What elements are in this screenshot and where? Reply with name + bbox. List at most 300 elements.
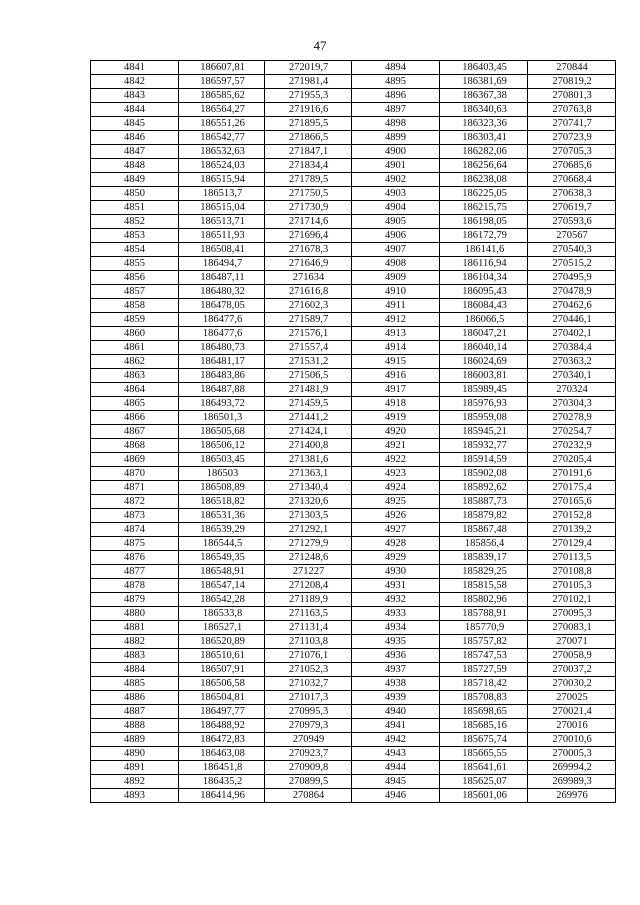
y-coordinate-left: 271227 [265,565,352,579]
point-number-left: 4885 [91,677,179,691]
x-coordinate-left: 186515,04 [179,201,265,215]
x-coordinate-left: 186493,72 [179,397,265,411]
x-coordinate-left: 186527,1 [179,621,265,635]
table-row [91,649,616,663]
x-coordinate-left: 186480,32 [179,285,265,299]
point-number-left: 4876 [91,551,179,565]
table-row [91,299,616,313]
x-coordinate-left: 186414,96 [179,789,265,803]
point-number-left: 4882 [91,635,179,649]
point-number-right: 4923 [352,467,440,481]
x-coordinate-right: 186116,94 [440,257,528,271]
point-number-left: 4847 [91,145,179,159]
table-row [91,565,616,579]
x-coordinate-right: 185815,58 [440,579,528,593]
point-number-right: 4944 [352,761,440,775]
y-coordinate-left: 271847,1 [265,145,352,159]
point-number-right: 4922 [352,453,440,467]
point-number-left: 4887 [91,705,179,719]
table-row [91,257,616,271]
x-coordinate-left: 186503 [179,467,265,481]
point-number-right: 4942 [352,733,440,747]
x-coordinate-right: 186323,36 [440,117,528,131]
table-row [91,635,616,649]
point-number-right: 4911 [352,299,440,313]
point-number-left: 4884 [91,663,179,677]
y-coordinate-left: 271248,6 [265,551,352,565]
y-coordinate-left: 271789,5 [265,173,352,187]
y-coordinate-left: 270864 [265,789,352,803]
table-row [91,383,616,397]
point-number-left: 4850 [91,187,179,201]
point-number-right: 4936 [352,649,440,663]
point-number-right: 4931 [352,579,440,593]
x-coordinate-left: 186497,77 [179,705,265,719]
x-coordinate-right: 186003,81 [440,369,528,383]
point-number-right: 4898 [352,117,440,131]
x-coordinate-right: 185747,53 [440,649,528,663]
y-coordinate-right: 270021,4 [528,705,616,719]
y-coordinate-right: 270593,6 [528,215,616,229]
y-coordinate-left: 271208,4 [265,579,352,593]
point-number-left: 4883 [91,649,179,663]
point-number-left: 4862 [91,355,179,369]
point-number-left: 4877 [91,565,179,579]
point-number-left: 4875 [91,537,179,551]
x-coordinate-left: 186451,8 [179,761,265,775]
y-coordinate-left: 271866,5 [265,131,352,145]
y-coordinate-right: 270705,3 [528,145,616,159]
y-coordinate-left: 271678,3 [265,243,352,257]
x-coordinate-left: 186506,58 [179,677,265,691]
point-number-right: 4918 [352,397,440,411]
x-coordinate-right: 186215,75 [440,201,528,215]
y-coordinate-left: 271340,4 [265,481,352,495]
y-coordinate-left: 271557,4 [265,341,352,355]
x-coordinate-right: 186047,21 [440,327,528,341]
y-coordinate-right: 270801,3 [528,89,616,103]
y-coordinate-left: 271981,4 [265,75,352,89]
x-coordinate-right: 185601,06 [440,789,528,803]
y-coordinate-right: 270340,1 [528,369,616,383]
x-coordinate-left: 186506,12 [179,439,265,453]
point-number-right: 4897 [352,103,440,117]
point-number-right: 4910 [352,285,440,299]
y-coordinate-right: 270010,6 [528,733,616,747]
y-coordinate-right: 270446,1 [528,313,616,327]
x-coordinate-left: 186597,57 [179,75,265,89]
y-coordinate-right: 270540,3 [528,243,616,257]
point-number-left: 4869 [91,453,179,467]
point-number-right: 4894 [352,61,440,75]
y-coordinate-left: 271696,4 [265,229,352,243]
x-coordinate-right: 186141,6 [440,243,528,257]
y-coordinate-left: 271381,6 [265,453,352,467]
point-number-right: 4945 [352,775,440,789]
coordinates-table-body [91,61,616,803]
y-coordinate-right: 270016 [528,719,616,733]
point-number-left: 4867 [91,425,179,439]
y-coordinate-right: 270139,2 [528,523,616,537]
x-coordinate-left: 186508,89 [179,481,265,495]
x-coordinate-right: 185945,21 [440,425,528,439]
x-coordinate-right: 186381,69 [440,75,528,89]
table-row [91,103,616,117]
point-number-right: 4904 [352,201,440,215]
point-number-right: 4916 [352,369,440,383]
point-number-left: 4861 [91,341,179,355]
x-coordinate-left: 186532,63 [179,145,265,159]
point-number-left: 4866 [91,411,179,425]
x-coordinate-left: 186524,03 [179,159,265,173]
x-coordinate-right: 185867,48 [440,523,528,537]
x-coordinate-right: 186095,43 [440,285,528,299]
x-coordinate-right: 185665,55 [440,747,528,761]
x-coordinate-left: 186513,71 [179,215,265,229]
x-coordinate-left: 186494,7 [179,257,265,271]
table-row [91,453,616,467]
x-coordinate-right: 185788,91 [440,607,528,621]
y-coordinate-left: 271363,1 [265,467,352,481]
x-coordinate-left: 186487,88 [179,383,265,397]
point-number-right: 4913 [352,327,440,341]
x-coordinate-right: 185879,82 [440,509,528,523]
x-coordinate-left: 186585,62 [179,89,265,103]
y-coordinate-left: 271441,2 [265,411,352,425]
x-coordinate-right: 185932,77 [440,439,528,453]
x-coordinate-left: 186483,86 [179,369,265,383]
table-row [91,523,616,537]
x-coordinate-left: 186539,29 [179,523,265,537]
point-number-left: 4890 [91,747,179,761]
table-row [91,159,616,173]
point-number-left: 4853 [91,229,179,243]
table-row [91,537,616,551]
x-coordinate-right: 185902,08 [440,467,528,481]
point-number-left: 4854 [91,243,179,257]
x-coordinate-left: 186531,36 [179,509,265,523]
table-row [91,173,616,187]
x-coordinate-left: 186542,28 [179,593,265,607]
x-coordinate-right: 185770,9 [440,621,528,635]
point-number-right: 4921 [352,439,440,453]
table-row [91,61,616,75]
table-row [91,341,616,355]
point-number-right: 4933 [352,607,440,621]
y-coordinate-left: 271634 [265,271,352,285]
x-coordinate-right: 186040,14 [440,341,528,355]
table-row [91,747,616,761]
point-number-left: 4893 [91,789,179,803]
x-coordinate-right: 186256,64 [440,159,528,173]
point-number-right: 4905 [352,215,440,229]
table-row [91,677,616,691]
y-coordinate-left: 271750,5 [265,187,352,201]
table-row [91,775,616,789]
x-coordinate-left: 186518,82 [179,495,265,509]
point-number-right: 4928 [352,537,440,551]
y-coordinate-left: 271576,1 [265,327,352,341]
point-number-right: 4902 [352,173,440,187]
table-row [91,187,616,201]
x-coordinate-right: 185892,62 [440,481,528,495]
point-number-left: 4871 [91,481,179,495]
table-row [91,355,616,369]
x-coordinate-left: 186508,41 [179,243,265,257]
point-number-right: 4917 [352,383,440,397]
x-coordinate-right: 186238,08 [440,173,528,187]
x-coordinate-left: 186551,26 [179,117,265,131]
y-coordinate-right: 270741,7 [528,117,616,131]
point-number-right: 4926 [352,509,440,523]
x-coordinate-right: 185839,17 [440,551,528,565]
y-coordinate-left: 271714,6 [265,215,352,229]
y-coordinate-right: 270363,2 [528,355,616,369]
table-row [91,439,616,453]
y-coordinate-right: 270030,2 [528,677,616,691]
point-number-left: 4878 [91,579,179,593]
x-coordinate-right: 185757,82 [440,635,528,649]
x-coordinate-left: 186520,89 [179,635,265,649]
x-coordinate-right: 185625,07 [440,775,528,789]
table-row [91,579,616,593]
x-coordinate-right: 185675,74 [440,733,528,747]
point-number-right: 4943 [352,747,440,761]
y-coordinate-right: 270005,3 [528,747,616,761]
y-coordinate-left: 271292,1 [265,523,352,537]
table-row [91,761,616,775]
x-coordinate-right: 185718,42 [440,677,528,691]
point-number-left: 4888 [91,719,179,733]
table-row [91,705,616,719]
x-coordinate-left: 186607,81 [179,61,265,75]
point-number-left: 4843 [91,89,179,103]
y-coordinate-left: 270979,3 [265,719,352,733]
x-coordinate-left: 186487,11 [179,271,265,285]
point-number-right: 4934 [352,621,440,635]
point-number-right: 4941 [352,719,440,733]
table-row [91,131,616,145]
y-coordinate-right: 270071 [528,635,616,649]
point-number-right: 4914 [352,341,440,355]
y-coordinate-right: 270191,6 [528,467,616,481]
x-coordinate-right: 185641,61 [440,761,528,775]
y-coordinate-right: 269976 [528,789,616,803]
point-number-left: 4892 [91,775,179,789]
x-coordinate-right: 185976,93 [440,397,528,411]
y-coordinate-left: 271189,9 [265,593,352,607]
y-coordinate-left: 271616,8 [265,285,352,299]
point-number-right: 4935 [352,635,440,649]
table-row [91,145,616,159]
y-coordinate-left: 271481,9 [265,383,352,397]
point-number-left: 4842 [91,75,179,89]
x-coordinate-left: 186513,7 [179,187,265,201]
y-coordinate-right: 269989,3 [528,775,616,789]
y-coordinate-left: 271916,6 [265,103,352,117]
table-row [91,551,616,565]
x-coordinate-right: 186403,45 [440,61,528,75]
point-number-left: 4870 [91,467,179,481]
y-coordinate-left: 270899,5 [265,775,352,789]
x-coordinate-right: 185685,16 [440,719,528,733]
point-number-right: 4946 [352,789,440,803]
table-row [91,117,616,131]
y-coordinate-right: 270152,8 [528,509,616,523]
point-number-left: 4857 [91,285,179,299]
table-row [91,467,616,481]
y-coordinate-left: 271076,1 [265,649,352,663]
point-number-right: 4940 [352,705,440,719]
y-coordinate-right: 269994,2 [528,761,616,775]
y-coordinate-right: 270515,2 [528,257,616,271]
y-coordinate-left: 271646,9 [265,257,352,271]
y-coordinate-right: 270102,1 [528,593,616,607]
y-coordinate-right: 270278,9 [528,411,616,425]
table-row [91,733,616,747]
table-row [91,215,616,229]
x-coordinate-right: 186198,05 [440,215,528,229]
x-coordinate-right: 186340,63 [440,103,528,117]
point-number-left: 4849 [91,173,179,187]
x-coordinate-right: 186367,38 [440,89,528,103]
y-coordinate-left: 272019,7 [265,61,352,75]
y-coordinate-left: 271834,4 [265,159,352,173]
point-number-left: 4844 [91,103,179,117]
y-coordinate-left: 271955,3 [265,89,352,103]
point-number-right: 4901 [352,159,440,173]
x-coordinate-left: 186507,91 [179,663,265,677]
y-coordinate-right: 270384,4 [528,341,616,355]
point-number-right: 4930 [352,565,440,579]
y-coordinate-right: 270495,9 [528,271,616,285]
x-coordinate-left: 186463,08 [179,747,265,761]
y-coordinate-left: 271400,8 [265,439,352,453]
x-coordinate-right: 185727,59 [440,663,528,677]
point-number-right: 4908 [352,257,440,271]
x-coordinate-left: 186542,77 [179,131,265,145]
y-coordinate-right: 270025 [528,691,616,705]
x-coordinate-right: 185708,83 [440,691,528,705]
y-coordinate-left: 270923,7 [265,747,352,761]
table-row [91,425,616,439]
y-coordinate-right: 270113,5 [528,551,616,565]
x-coordinate-right: 186024,69 [440,355,528,369]
x-coordinate-left: 186477,6 [179,327,265,341]
point-number-right: 4925 [352,495,440,509]
y-coordinate-right: 270668,4 [528,173,616,187]
point-number-left: 4872 [91,495,179,509]
y-coordinate-left: 271103,8 [265,635,352,649]
x-coordinate-left: 186510,61 [179,649,265,663]
table-row [91,229,616,243]
y-coordinate-left: 270909,8 [265,761,352,775]
point-number-right: 4939 [352,691,440,705]
y-coordinate-right: 270619,7 [528,201,616,215]
y-coordinate-left: 271531,2 [265,355,352,369]
y-coordinate-left: 271730,9 [265,201,352,215]
point-number-left: 4886 [91,691,179,705]
x-coordinate-right: 186282,06 [440,145,528,159]
y-coordinate-left: 271163,5 [265,607,352,621]
x-coordinate-right: 186303,41 [440,131,528,145]
point-number-right: 4906 [352,229,440,243]
table-row [91,201,616,215]
x-coordinate-left: 186472,83 [179,733,265,747]
point-number-right: 4937 [352,663,440,677]
y-coordinate-left: 271052,3 [265,663,352,677]
x-coordinate-right: 185802,96 [440,593,528,607]
y-coordinate-right: 270165,6 [528,495,616,509]
table-row [91,481,616,495]
y-coordinate-right: 270129,4 [528,537,616,551]
point-number-right: 4907 [352,243,440,257]
point-number-right: 4900 [352,145,440,159]
y-coordinate-right: 270175,4 [528,481,616,495]
table-row [91,621,616,635]
y-coordinate-right: 270819,2 [528,75,616,89]
y-coordinate-right: 270058,9 [528,649,616,663]
y-coordinate-right: 270462,6 [528,299,616,313]
y-coordinate-right: 270324 [528,383,616,397]
x-coordinate-right: 185989,45 [440,383,528,397]
x-coordinate-right: 185887,73 [440,495,528,509]
table-row [91,327,616,341]
point-number-left: 4863 [91,369,179,383]
x-coordinate-left: 186435,2 [179,775,265,789]
x-coordinate-left: 186548,91 [179,565,265,579]
point-number-right: 4912 [352,313,440,327]
x-coordinate-left: 186544,5 [179,537,265,551]
table-row [91,271,616,285]
point-number-left: 4852 [91,215,179,229]
point-number-left: 4864 [91,383,179,397]
x-coordinate-left: 186503,45 [179,453,265,467]
y-coordinate-left: 271602,3 [265,299,352,313]
point-number-left: 4874 [91,523,179,537]
x-coordinate-left: 186504,81 [179,691,265,705]
y-coordinate-right: 270478,9 [528,285,616,299]
table-row [91,411,616,425]
x-coordinate-right: 186104,34 [440,271,528,285]
y-coordinate-right: 270232,9 [528,439,616,453]
x-coordinate-left: 186564,27 [179,103,265,117]
x-coordinate-left: 186511,93 [179,229,265,243]
x-coordinate-left: 186478,05 [179,299,265,313]
point-number-left: 4856 [91,271,179,285]
x-coordinate-right: 186084,43 [440,299,528,313]
x-coordinate-right: 186066,5 [440,313,528,327]
y-coordinate-right: 270083,1 [528,621,616,635]
y-coordinate-right: 270402,1 [528,327,616,341]
y-coordinate-left: 271131,4 [265,621,352,635]
point-number-right: 4903 [352,187,440,201]
point-number-left: 4868 [91,439,179,453]
x-coordinate-right: 185959,08 [440,411,528,425]
table-row [91,89,616,103]
table-row [91,789,616,803]
x-coordinate-right: 185856,4 [440,537,528,551]
point-number-right: 4929 [352,551,440,565]
point-number-right: 4909 [352,271,440,285]
x-coordinate-left: 186515,94 [179,173,265,187]
y-coordinate-right: 270037,2 [528,663,616,677]
table-row [91,285,616,299]
table-row [91,243,616,257]
point-number-right: 4932 [352,593,440,607]
y-coordinate-left: 271895,5 [265,117,352,131]
point-number-left: 4879 [91,593,179,607]
